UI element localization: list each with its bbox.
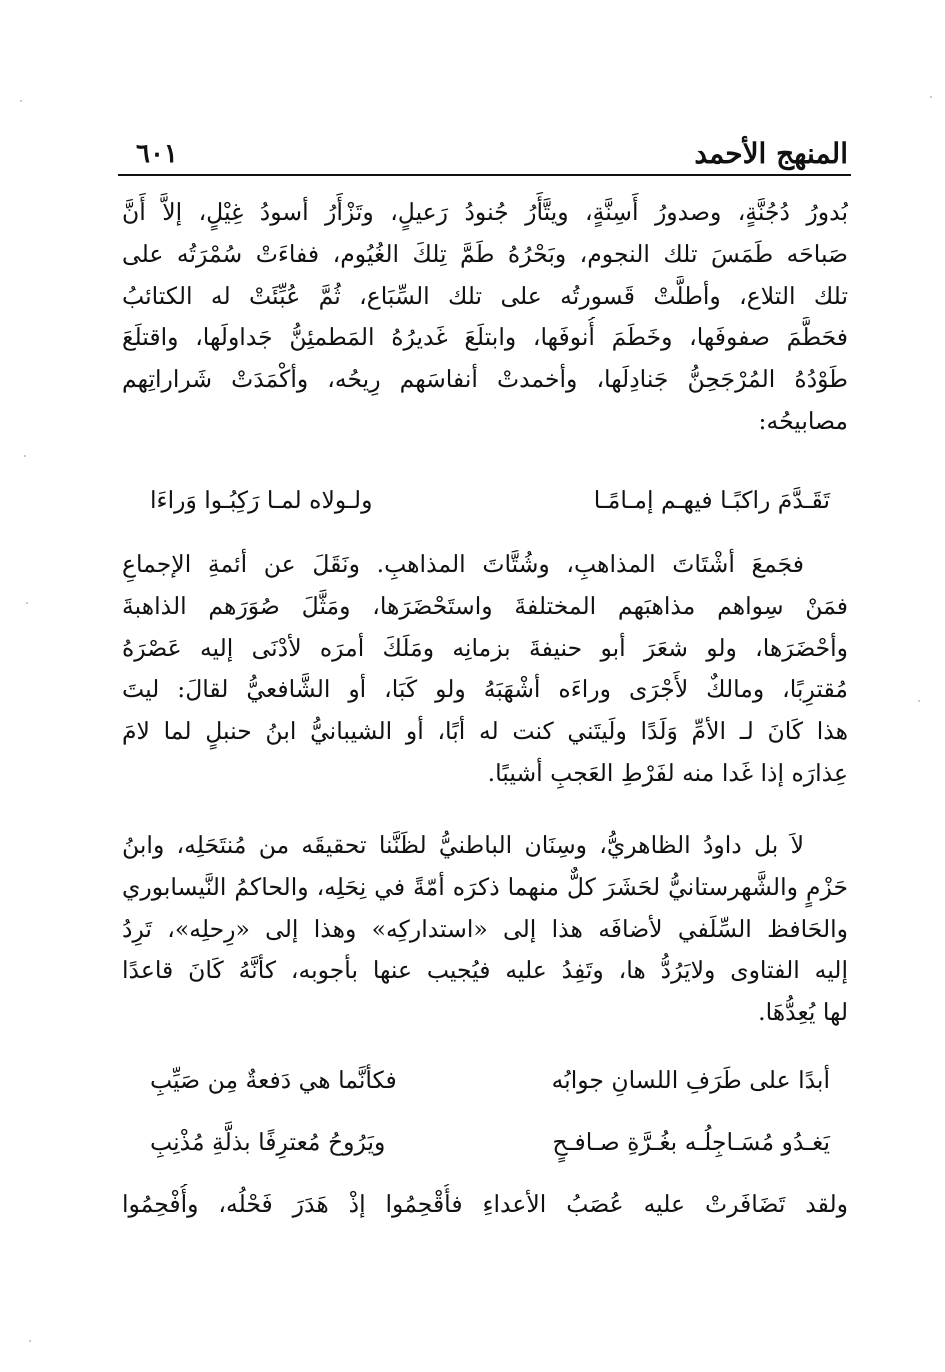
scan-speck bbox=[26, 602, 28, 604]
text-line: فحَطَّمَ صفوفَها، وخَطَمَ أُنوفَها، وابتلَعَ غَديرُهُ المَطمئِنُّ جَداولَها، واقتلَعَ bbox=[122, 323, 848, 352]
verse-1 bbox=[150, 478, 830, 522]
text-line: عِذارَه إذا غَدا منه لفَرْطِ العَجبِ أشيبًا. bbox=[487, 758, 848, 787]
text-line: ولقد تَضَافَرتْ عليه عُصَبُ الأعداءِ فأُقْحِمُوا إذْ هَدَرَ فَحْلُه، وأُفْحِمُوا bbox=[122, 1190, 848, 1218]
text-line: والحَافظ السِّلَفي لأضافَه هذا إلى «استداركِه» وهذا إلى «رِحلِه»، تَرِدُ bbox=[122, 914, 848, 943]
scan-speck bbox=[29, 1340, 31, 1342]
verse-hemistich-right: تَقَـدَّمَ راكبًـا فيهـم إمـامًـا bbox=[593, 486, 830, 514]
verse-hemistich-left: ويَرُوحُ مُعترِفًا بذلَّةِ مُذْنِبِ bbox=[150, 1128, 386, 1156]
text-line: صَباحَه طَمَسَ تلك النجوم، وبَحْرُهُ طَمَّ تِلكَ الغُيُوم، ففاءَتْ سُمْرَتُه على bbox=[122, 239, 848, 268]
text-line: فجَمعَ أشْتَاتَ المذاهبِ، وشُتَّاتَ المذاهبِ. ونَقَلَ عن أئمةِ الإجماعِ bbox=[122, 550, 804, 578]
text-line: تلك التلاع، وأطلَّتْ قَسورتُه على تلك السِّبَاع، ثُمَّ عُبِّئَتْ له الكتائبُ bbox=[122, 281, 848, 310]
verse-3 bbox=[150, 1120, 830, 1164]
running-title: المنهج الأحمد bbox=[694, 137, 848, 170]
text-line: لاَ بل داودُ الظاهريُّ، وسِنَان الباطنيُّ لظَنَّنا تحقيقَه من مُنتَحَلِه، وابنُ bbox=[122, 831, 804, 859]
paragraph-2 bbox=[122, 544, 848, 795]
scan-speck bbox=[918, 700, 920, 702]
text-line: بُدورُ دُجُنَّةٍ، وصدورُ أَسِنَّةٍ، ويتَّأَرُ جُنودُ رَعيلٍ، وتَزْأَرُ أسودُ غِيْلٍ، إلاَّ أَنَّ bbox=[122, 198, 848, 226]
verse-row bbox=[150, 1058, 830, 1102]
text-line: طَوْدُهُ المُرْجَحِنُّ جَنادِلَها، وأخمدتْ أنفاسَهم رِيحُه، وأكْمَدَتْ شَراراتِهم bbox=[122, 365, 848, 394]
verse-row bbox=[150, 478, 830, 522]
text-line: مُقترِبًا، ومالكٌ لأَجْرَى وراءَه أشْهَبَهُ ولو كَبَا، أو الشَّافعيُّ لقالَ: ليتَ bbox=[122, 675, 848, 704]
scan-speck bbox=[20, 100, 22, 102]
page-header bbox=[120, 126, 850, 176]
verse-hemistich-left: ولـولاه لمـا رَكِبُـوا وَراءَا bbox=[150, 486, 373, 514]
text-line: وأحْضَرَها، ولو شعَرَ أبو حنيفةَ بزمانِه ومَلَكَ أمرَه لأدْنَى إليه عَصْرَهُ bbox=[122, 633, 848, 662]
paragraph-4 bbox=[122, 1184, 848, 1226]
text-line: فمَنْ سِواهم مذاهبَهم المختلفةَ واستَحْضَرَها، ومَثَّلَ صُوَرَهم الذاهبةَ bbox=[122, 591, 848, 620]
text-line: إليه الفتاوى ولايَرُدُّ ها، وتَفِدُ عليه فيُجيب عنها بأجوبه، كأنَّهُ كَانَ قاعدًا bbox=[122, 956, 848, 985]
paragraph-1 bbox=[122, 192, 848, 443]
scan-speck bbox=[930, 96, 932, 98]
page-number: ٦٠١ bbox=[136, 139, 178, 169]
verse-2 bbox=[150, 1058, 830, 1102]
text-line: حَزْمٍ والشَّهرستانيُّ لحَشَرَ كلٌّ منهما ذكرَه أمّةً في نِحَلِه، والحاكمُ النَّيسابوري bbox=[122, 872, 848, 901]
scan-speck bbox=[24, 455, 26, 457]
header-rule bbox=[118, 174, 851, 176]
verse-row bbox=[150, 1120, 830, 1164]
verse-hemistich-right: أبدًا على طَرَفِ اللسانِ جوابُه bbox=[551, 1066, 830, 1094]
text-line: لها يُعِدُّهَا. bbox=[758, 998, 848, 1027]
verse-hemistich-left: فكأنَّما هي دَفعةٌ مِن صَيِّبِ bbox=[150, 1066, 397, 1094]
paragraph-3 bbox=[122, 825, 848, 1034]
text-line: مصابيحُه: bbox=[758, 406, 848, 435]
verse-hemistich-right: يَغـدُو مُسَـاجِلُـه بغُـرَّةِ صـافـحٍ bbox=[552, 1128, 830, 1156]
text-line: هذا كَانَ لـ الأمِّ وَلَدًا ولَيتَني كنت له أبًا، أو الشيبانيُّ ابنُ حنبلٍ لما لامَ bbox=[122, 717, 848, 746]
